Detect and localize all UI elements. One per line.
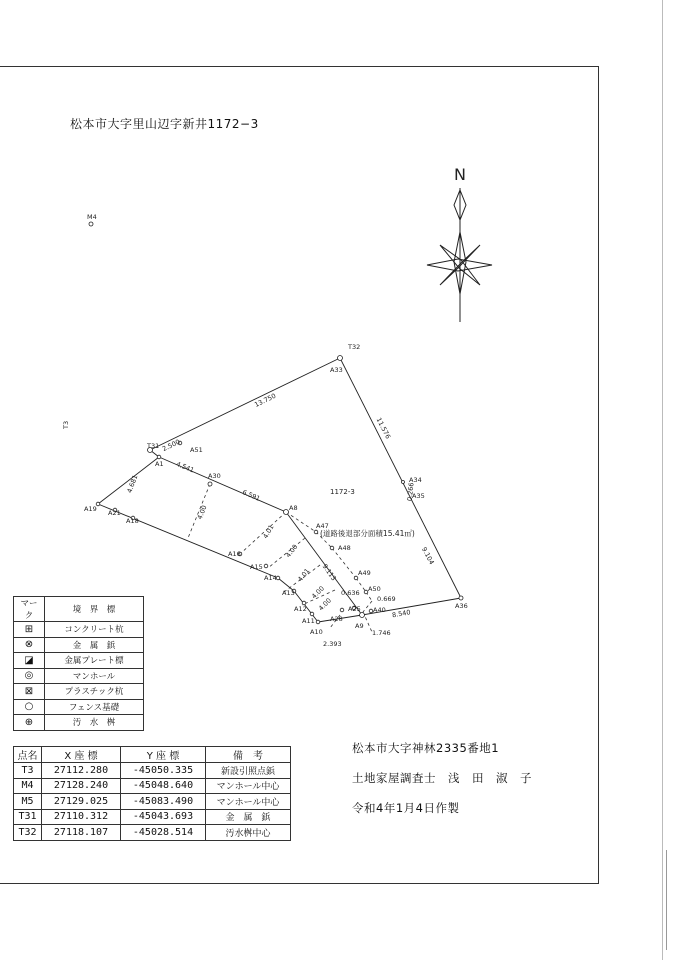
- point-label: A50: [368, 585, 381, 593]
- distance-label: 4.00: [317, 596, 333, 613]
- point-label: A33: [330, 366, 343, 374]
- north-label: N: [454, 165, 466, 184]
- distance-label: 4.541: [174, 460, 196, 475]
- point-label: A12: [294, 605, 307, 613]
- point-label: A9: [355, 622, 364, 630]
- distance-label: 0.266: [405, 482, 416, 502]
- legend-item: 汚 水 桝: [45, 715, 144, 731]
- point-label: A28: [330, 615, 343, 623]
- point-label: A30: [208, 472, 221, 480]
- x-coord: 27118.107: [42, 825, 121, 841]
- point-label: A8: [289, 504, 298, 512]
- point-label: A47: [316, 522, 329, 530]
- creation-date: 令和4年1月4日作製: [352, 801, 460, 815]
- legend-item: マンホール: [45, 668, 144, 684]
- point-label: A35: [412, 492, 425, 500]
- distance-label: 0.669: [377, 595, 396, 603]
- plastic-pile-icon: ⊠: [14, 684, 45, 700]
- point-name: T3: [14, 763, 42, 779]
- point-marker: [459, 596, 463, 600]
- coordinates-table: [13, 746, 291, 841]
- north-arrow-icon: [427, 165, 492, 322]
- point-marker: [276, 576, 280, 580]
- boundary-line: [150, 358, 340, 450]
- point-label: A49: [358, 569, 371, 577]
- note: マンホール中心: [206, 794, 291, 810]
- point-label: A13: [282, 589, 295, 597]
- legend-header-name: 境 界 標: [45, 597, 144, 622]
- distance-label: 4.00: [310, 584, 326, 601]
- point-marker: [316, 620, 320, 624]
- distance-label: 4.681: [125, 473, 140, 495]
- legend-item: コンクリート杭: [45, 622, 144, 638]
- note: 新設引照点鋲: [206, 763, 291, 779]
- point-marker: [96, 502, 100, 506]
- x-coord: 27129.025: [42, 794, 121, 810]
- point-label: A15: [250, 563, 263, 571]
- point-label: A10: [310, 628, 323, 636]
- manhole-icon: ◎: [14, 668, 45, 684]
- x-coord: 27112.280: [42, 763, 121, 779]
- distance-label: 4.00: [195, 504, 209, 521]
- distance-label: 8.540: [391, 608, 412, 620]
- point-label: A1: [155, 460, 164, 468]
- distance-label: 2.500: [161, 437, 182, 454]
- distance-label: 0.636: [341, 589, 360, 597]
- drawing-title: 松本市大字里山辺字新井1172−3: [70, 117, 259, 131]
- point-label: M4: [87, 213, 97, 221]
- note: 金 属 鋲: [206, 809, 291, 825]
- distance-label: 13.750: [253, 391, 278, 409]
- point-label: A14: [264, 574, 277, 582]
- concrete-pile-icon: ⊞: [14, 622, 45, 638]
- table-row: [14, 825, 291, 841]
- distance-label: 4.01: [261, 523, 276, 540]
- boundary-marker-legend: [13, 596, 144, 731]
- point-label: A48: [338, 544, 351, 552]
- point-name: M5: [14, 794, 42, 810]
- point-marker: [340, 608, 344, 612]
- y-coord: -45028.514: [121, 825, 206, 841]
- col-header: X 座 標: [42, 747, 121, 763]
- distance-label: 2.393: [323, 640, 342, 648]
- table-row: [14, 809, 291, 825]
- fence-base-icon: ○: [14, 699, 45, 715]
- point-marker: [284, 510, 289, 515]
- point-label: A34: [409, 476, 422, 484]
- distance-label: 9.104: [419, 545, 436, 566]
- point-label: A21: [108, 509, 121, 517]
- point-label: A51: [190, 446, 203, 454]
- point-label: T3: [62, 420, 70, 429]
- col-header: 点名: [14, 747, 42, 763]
- y-coord: -45043.693: [121, 809, 206, 825]
- point-name: M4: [14, 778, 42, 794]
- point-label: A18: [126, 517, 139, 525]
- legend-item: フェンス基礎: [45, 699, 144, 715]
- table-row: [14, 794, 291, 810]
- point-label: A16: [228, 550, 241, 558]
- legend-item: 金 属 鋲: [45, 637, 144, 653]
- y-coord: -45083.490: [121, 794, 206, 810]
- distance-label: 11.576: [374, 416, 393, 441]
- x-coord: 27128.240: [42, 778, 121, 794]
- note: 汚水桝中心: [206, 825, 291, 841]
- parcel-label: 1172-3: [330, 488, 355, 496]
- point-label: A11: [302, 617, 315, 625]
- point-marker: [264, 564, 268, 568]
- legend-item: 金属プレート標: [45, 653, 144, 669]
- distance-label: 1.746: [372, 629, 391, 637]
- distance-label: 6.591: [241, 488, 262, 503]
- point-marker: [157, 455, 161, 459]
- point-name: T32: [14, 825, 42, 841]
- distance-label: 4.01: [296, 566, 312, 584]
- point-label: T32: [348, 343, 361, 351]
- table-row: [14, 778, 291, 794]
- point-label: T31: [147, 442, 160, 450]
- point-marker: [208, 482, 212, 486]
- point-label: A25: [348, 605, 361, 613]
- metal-pin-icon: ⊗: [14, 637, 45, 653]
- point-marker: [89, 222, 93, 226]
- sewage-basin-icon: ⊕: [14, 715, 45, 731]
- point-name: T31: [14, 809, 42, 825]
- point-marker: [310, 612, 314, 616]
- point-label: A40: [373, 606, 386, 614]
- legend-header-mark: マーク: [14, 597, 45, 622]
- note: マンホール中心: [206, 778, 291, 794]
- road-setback-note: (道路後退部分面積15.41㎡): [320, 529, 415, 538]
- legend-item: プラスチック杭: [45, 684, 144, 700]
- y-coord: -45050.335: [121, 763, 206, 779]
- point-marker: [402, 481, 405, 484]
- point-marker: [330, 546, 334, 550]
- surveyor-name: 土地家屋調査士 浅 田 淑 子: [352, 771, 532, 785]
- point-label: A36: [455, 602, 468, 610]
- metal-plate-icon: ◪: [14, 653, 45, 669]
- dashed-line: [286, 512, 316, 532]
- distance-label: 4.00: [284, 542, 300, 560]
- x-coord: 27110.312: [42, 809, 121, 825]
- point-marker: [314, 530, 318, 534]
- point-marker: [360, 613, 365, 618]
- col-header: 備 考: [206, 747, 291, 763]
- point-marker: [338, 356, 343, 361]
- site-address: 松本市大字神林2335番地1: [352, 741, 500, 755]
- col-header: Y 座 標: [121, 747, 206, 763]
- y-coord: -45048.640: [121, 778, 206, 794]
- distance-label: 9.113: [320, 562, 338, 583]
- point-label: A19: [84, 505, 97, 513]
- boundary-line: [340, 358, 461, 598]
- table-row: [14, 763, 291, 779]
